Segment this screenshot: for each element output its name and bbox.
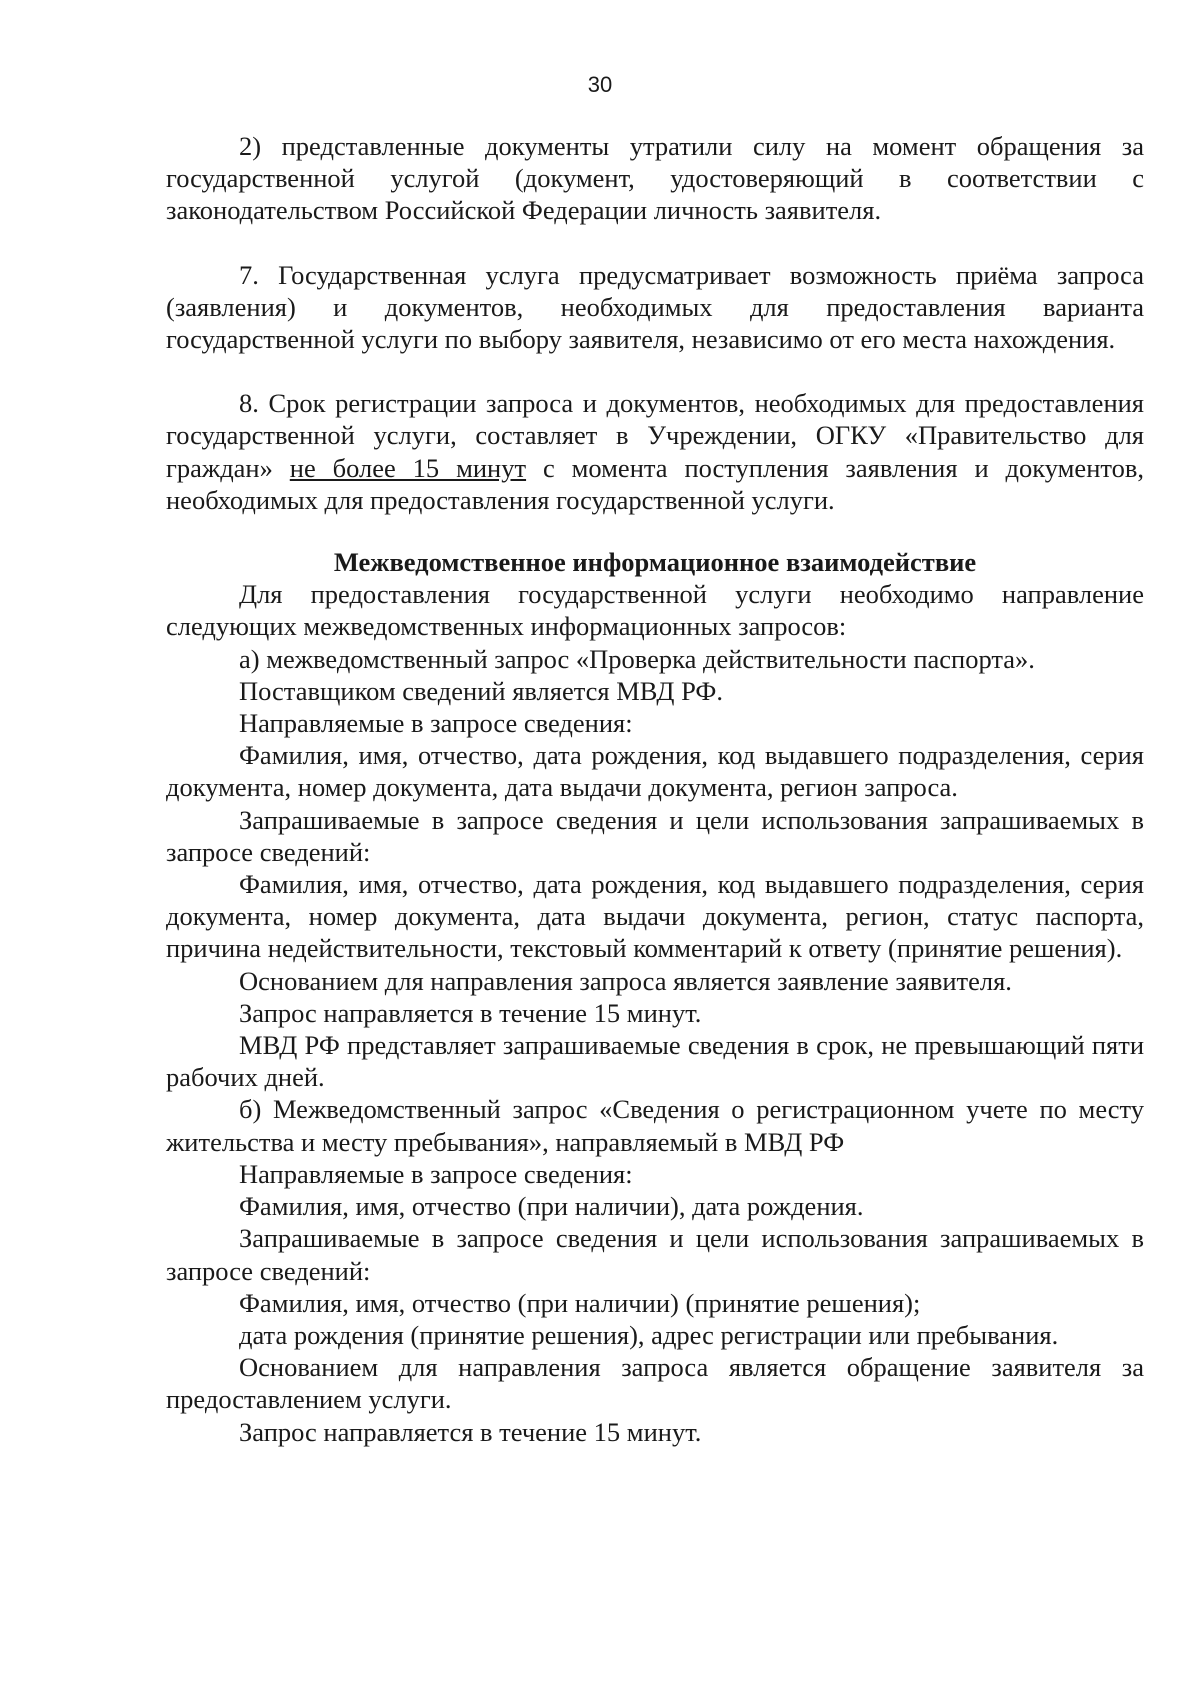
body-paragraph: Направляемые в запросе сведения:	[239, 1158, 633, 1189]
body-paragraph: Запрашиваемые в запросе сведения и цели использования запрашиваемых в запросе сведений:	[166, 804, 1144, 867]
paragraph-item-7: 7. Государственная услуга предусматривает возможность приёма запроса (заявления) и документов, необходимых для предоставления варианта государственной услуги по выбору заявителя, независимо от его места нахождения.	[166, 259, 1144, 355]
body-paragraph: Основанием для направления запроса является обращение заявителя за предоставлением услуги.	[166, 1352, 1144, 1415]
body-paragraph: а) межведомственный запрос «Проверка действительности паспорта».	[239, 643, 1035, 674]
document-body	[166, 130, 1144, 1448]
page-number: 30	[587, 72, 613, 97]
body-paragraph: Для предоставления государственной услуги необходимо направление следующих межведомственных информационных запросов:	[166, 579, 1144, 642]
body-paragraph: дата рождения (принятие решения), адрес регистрации или пребывания.	[239, 1319, 1059, 1350]
paragraph-8-text-before: 8. Срок регистрации запроса и документов, необходимых для предоставления государственной услуги, составляет в Учреждении, ОГКУ «Правительство для граждан»	[166, 388, 1144, 483]
body-paragraph: Фамилия, имя, отчество, дата рождения, код выдавшего подразделения, серия документа, номер документа, дата выдачи документа, регион запроса.	[166, 740, 1144, 803]
paragraph-8-text-after: с момента поступления заявления и документов, необходимых для предоставления государственной услуги.	[166, 452, 1144, 515]
body-paragraph: Фамилия, имя, отчество (при наличии) (принятие решения);	[239, 1287, 921, 1318]
body-paragraph: Фамилия, имя, отчество, дата рождения, код выдавшего подразделения, серия документа, номер документа, дата выдачи документа, регион, статус паспорта, причина недействительности, текстовый комментарий к ответу (принятие решения).	[166, 869, 1144, 964]
body-paragraph: Основанием для направления запроса является заявление заявителя.	[239, 965, 1012, 996]
body-paragraph: Поставщиком сведений является МВД РФ.	[239, 675, 723, 706]
paragraph-item-8	[166, 387, 1144, 516]
body-paragraph: Запрашиваемые в запросе сведения и цели использования запрашиваемых в запросе сведений:	[166, 1223, 1144, 1286]
body-paragraph: б) Межведомственный запрос «Сведения о регистрационном учете по месту жительства и месту пребывания», направляемый в МВД РФ	[166, 1094, 1144, 1157]
paragraph-item-2: 2) представленные документы утратили силу на момент обращения за государственной услугой (документ, удостоверяющий в соответствии с законодательством Российской Федерации личность заявителя.	[166, 131, 1144, 226]
body-paragraph: Направляемые в запросе сведения:	[239, 708, 633, 739]
body-paragraph: Запрос направляется в течение 15 минут.	[239, 997, 702, 1028]
body-paragraph: МВД РФ представляет запрашиваемые сведения в срок, не превышающий пяти рабочих дней.	[166, 1030, 1144, 1093]
body-paragraph: Фамилия, имя, отчество (при наличии), дата рождения.	[239, 1191, 864, 1222]
paragraph-8-underlined-term: не более 15 минут	[289, 452, 527, 483]
body-paragraph: Запрос направляется в течение 15 минут.	[239, 1416, 702, 1447]
section-heading: Межведомственное информационное взаимодействие	[333, 547, 977, 578]
